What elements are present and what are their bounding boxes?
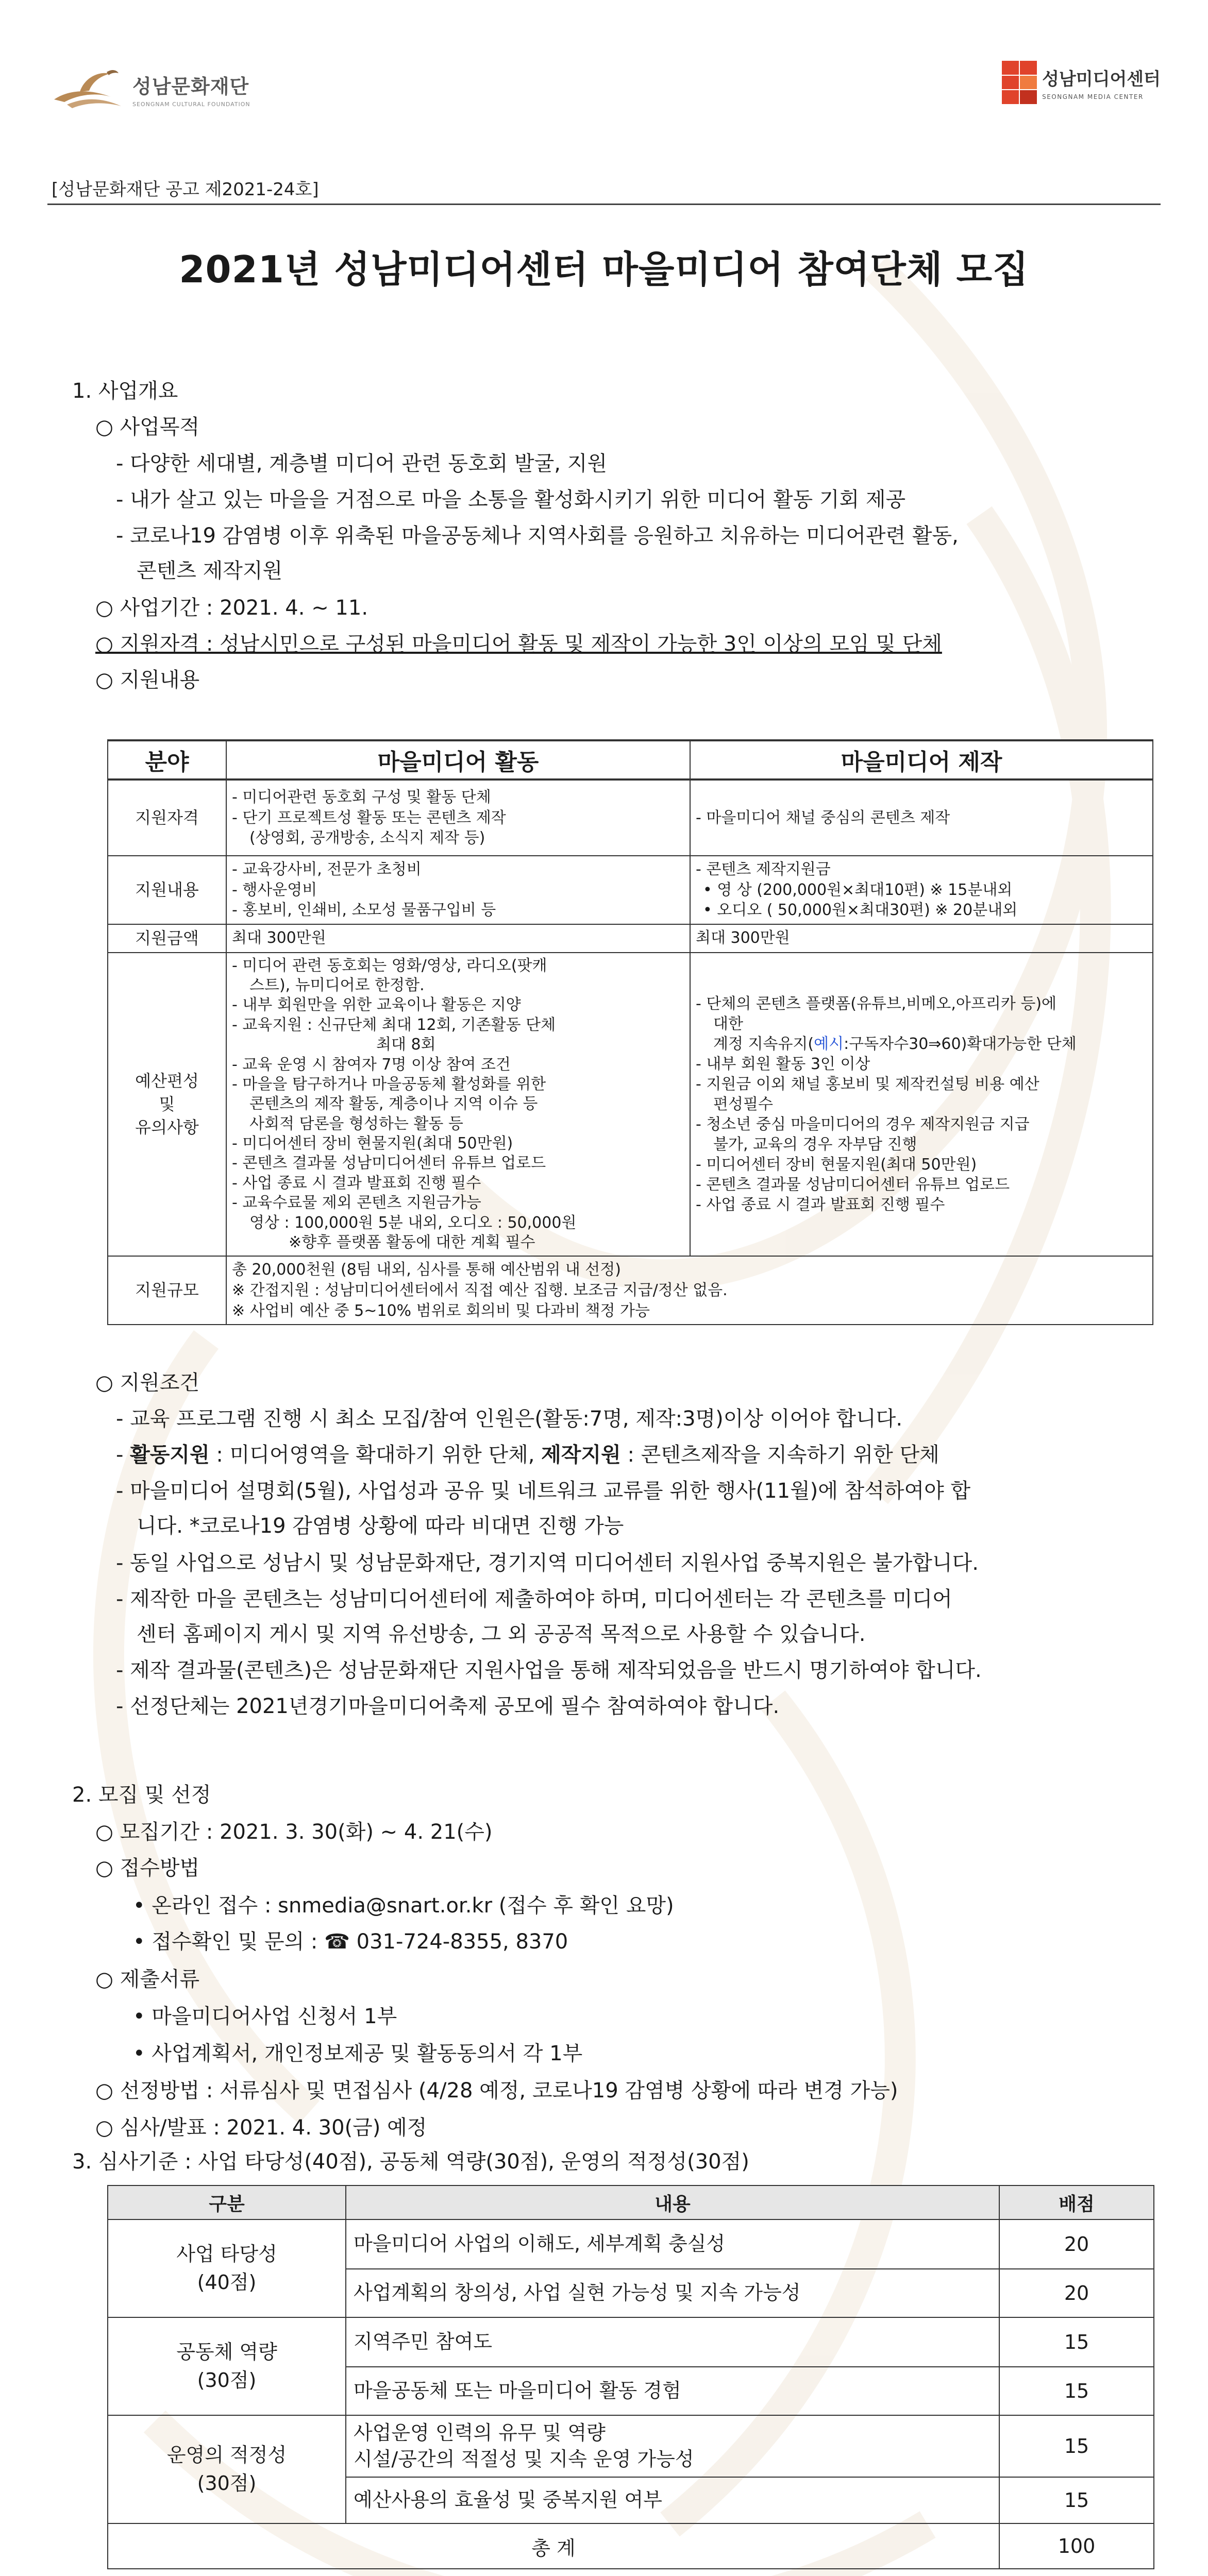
production-cell <box>690 856 1153 924</box>
doc-item: • 사업계획서, 개인정보제공 및 활동동의서 각 1부 <box>133 2042 583 2065</box>
cell-line: - 교육수료물 제외 콘텐츠 지원금가능 <box>232 1194 481 1212</box>
table-row <box>108 2317 1154 2367</box>
table-header: 배점 <box>999 2185 1154 2219</box>
table-header: 분야 <box>108 740 226 779</box>
table-row <box>108 924 1153 953</box>
foundation-name: 성남문화재단 <box>132 75 249 98</box>
cell-example-text: 예시 <box>814 1035 844 1053</box>
announcement-date: ○ 심사/발표 : 2021. 4. 30(금) 예정 <box>95 2116 427 2140</box>
condition-item <box>116 1443 939 1467</box>
cell-line: (상영회, 공개방송, 소식지 제작 등) <box>249 829 485 848</box>
cell-line: - 단기 프로젝트성 활동 또는 콘텐츠 제작 <box>232 808 506 827</box>
criteria-table <box>107 2185 1154 2569</box>
table-header-row <box>108 740 1153 779</box>
cell-line: - 미디어 관련 동호회는 영화/영상, 라디오(팟캐 <box>232 956 547 975</box>
activity-cell: 최대 300만원 <box>226 924 690 953</box>
cell-line: - 내부 회원 활동 3인 이상 <box>696 1055 870 1073</box>
online-submission: • 온라인 접수 : snmedia@snart.or.kr (접수 후 확인 요망) <box>133 1894 674 1918</box>
divider <box>47 204 1161 205</box>
purpose-item: - 코로나19 감염병 이후 위축된 마을공동체나 지역사회를 응원하고 치유하는 미디어관련 활동, <box>116 524 959 548</box>
cell-line: - 사업 종료 시 결과 발표회 진행 필수 <box>696 1196 945 1214</box>
doc-item: • 마을미디어사업 신청서 1부 <box>133 2005 397 2028</box>
cell-line: - 사업 종료 시 결과 발표회 진행 필수 <box>232 1174 481 1192</box>
criteria-category: 운영의 적정성 (30점) <box>108 2415 346 2523</box>
media-center-name: 성남미디어센터 <box>1042 69 1161 90</box>
condition-bold: 활동지원 <box>130 1443 210 1467</box>
table-row <box>108 953 1153 1257</box>
table-row <box>108 856 1153 924</box>
cell-line: - 청소년 중심 마을미디어의 경우 제작지원금 지급 <box>696 1115 1030 1133</box>
page-title: 2021년 성남미디어센터 마을미디어 참여단체 모집 <box>179 248 1029 291</box>
production-cell: 최대 300만원 <box>690 924 1153 953</box>
conditions-label: ○ 지원조건 <box>95 1371 200 1395</box>
purpose-item: - 내가 살고 있는 마을을 거점으로 마을 소통을 활성화시키기 위한 미디어 활동 기회 제공 <box>116 488 906 512</box>
condition-item: - 선정단체는 2021년경기마을미디어축제 공모에 필수 참여하여야 합니다. <box>116 1694 780 1718</box>
row-category: 지원규모 <box>108 1256 226 1325</box>
foundation-name-en: SEONGNAM CULTURAL FOUNDATION <box>132 101 250 108</box>
cell-text: 계정 지속유지( <box>713 1035 814 1053</box>
eligibility-text: ○ 지원자격 : 성남시민으로 구성된 마을미디어 활동 및 제작이 가능한 3인 이상의 모임 및 단체 <box>95 632 942 656</box>
criteria-score: 15 <box>999 2415 1154 2477</box>
section-heading: 3. 심사기준 : 사업 타당성(40점), 공동체 역량(30점), 운영의 적정성(30점) <box>72 2150 749 2174</box>
activity-cell <box>226 856 690 924</box>
cell-line: - 미디어센터 장비 현물지원(최대 50만원) <box>696 1156 977 1174</box>
cell-line: - 내부 회원만을 위한 교육이나 활동은 지양 <box>232 996 521 1014</box>
condition-text: : 콘텐츠제작을 지속하기 위한 단체 <box>620 1443 939 1467</box>
criteria-score: 15 <box>999 2477 1154 2523</box>
recruit-period: ○ 모집기간 : 2021. 3. 30(화) ~ 4. 21(수) <box>95 1820 493 1844</box>
contact-info: • 접수확인 및 문의 : ☎ 031-724-8355, 8370 <box>133 1930 568 1954</box>
row-category: 예산편성 및 유의사항 <box>108 953 226 1257</box>
condition-item: - 동일 사업으로 성남시 및 성남문화재단, 경기지역 미디어센터 지원사업 중복지원은 불가합니다. <box>116 1551 979 1575</box>
condition-item: - 마을미디어 설명회(5월), 사업성과 공유 및 네트워크 교류를 위한 행사(11월)에 참석하여야 합 <box>116 1479 971 1503</box>
condition-item: - 교육 프로그램 진행 시 최소 모집/참여 인원은(활동:7명, 제작:3명)이상 이어야 합니다. <box>116 1407 903 1431</box>
content-label: ○ 지원내용 <box>95 668 200 692</box>
method-label: ○ 접수방법 <box>95 1856 200 1880</box>
cell-line: 편성필수 <box>713 1095 773 1113</box>
condition-item: - 제작 결과물(콘텐츠)은 성남문화재단 지원사업을 통해 제작되었음을 반드시 명기하여야 합니다. <box>116 1658 982 1682</box>
criteria-item: 사업운영 인력의 유무 및 역량 시설/공간의 적절성 및 지속 운영 가능성 <box>346 2415 999 2477</box>
table-row <box>108 2219 1154 2269</box>
cell-line: - 콘텐츠 결과물 성남미디어센터 유튜브 업로드 <box>232 1154 546 1173</box>
criteria-category: 공동체 역량 (30점) <box>108 2317 346 2415</box>
cell-text: :구독자수30⇒60)확대가능한 단체 <box>844 1035 1077 1053</box>
criteria-item: 예산사용의 효율성 및 중복지원 여부 <box>346 2477 999 2523</box>
cell-line: - 홍보비, 인쇄비, 소모성 물품구입비 등 <box>232 901 496 920</box>
purpose-item: - 다양한 세대별, 계층별 미디어 관련 동호회 발굴, 지원 <box>116 452 608 476</box>
cell-line: - 교육 운영 시 참여자 7명 이상 참여 조건 <box>232 1055 511 1074</box>
cell-line: ※ 간접지원 : 성남미디어센터에서 직접 예산 집행. 보조금 지급/정산 없음. <box>232 1281 728 1300</box>
cell-line: - 미디어관련 동호회 구성 및 활동 단체 <box>232 788 491 807</box>
activity-cell <box>226 953 690 1257</box>
production-cell <box>690 779 1153 856</box>
cell-line: 사회적 담론을 형성하는 활동 등 <box>249 1114 463 1133</box>
row-category: 지원금액 <box>108 924 226 953</box>
criteria-category: 사업 타당성 (40점) <box>108 2219 346 2317</box>
swan-logo-icon <box>49 61 126 117</box>
cell-line: - 마을을 탐구하거나 마을공동체 활성화를 위한 <box>232 1075 546 1093</box>
cell-line: 콘텐츠의 제작 활동, 계층이나 지역 이슈 등 <box>249 1095 538 1113</box>
criteria-item: 마을미디어 사업의 이해도, 세부계획 충실성 <box>346 2219 999 2269</box>
period-line: ○ 사업기간 : 2021. 4. ~ 11. <box>95 596 368 620</box>
cell-line: - 단체의 콘텐츠 플랫폼(유튜브,비메오,아프리카 등)에 <box>696 995 1057 1013</box>
cell-line: - 지원금 이외 채널 홍보비 및 제작컨설팅 비용 예산 <box>696 1075 1039 1093</box>
criteria-item: 지역주민 참여도 <box>346 2317 999 2367</box>
eligibility-line <box>95 632 942 656</box>
condition-text: - <box>116 1443 130 1467</box>
table-header: 마을미디어 제작 <box>690 740 1153 779</box>
criteria-item: 사업계획의 창의성, 사업 실현 가능성 및 지속 가능성 <box>346 2269 999 2317</box>
cell-line: 영상 : 100,000원 5분 내외, 오디오 : 50,000원 <box>249 1213 577 1232</box>
condition-item: 니다. *코로나19 감염병 상황에 따라 비대면 진행 가능 <box>137 1514 624 1538</box>
media-center-name-en: SEONGNAM MEDIA CENTER <box>1042 93 1144 100</box>
condition-item: - 제작한 마을 콘텐츠는 성남미디어센터에 제출하여야 하며, 미디어센터는 각 콘텐츠를 미디어 <box>116 1587 952 1611</box>
scale-cell <box>226 1256 1153 1325</box>
foundation-logo <box>49 61 250 117</box>
table-row <box>108 1256 1153 1325</box>
table-header: 구분 <box>108 2185 346 2219</box>
cell-line: 대한 <box>713 1015 743 1033</box>
cell-line: - 콘텐츠 결과물 성남미디어센터 유튜브 업로드 <box>696 1176 1010 1194</box>
table-header-row <box>108 2185 1154 2219</box>
table-row <box>108 2415 1154 2477</box>
table-header: 마을미디어 활동 <box>226 740 690 779</box>
criteria-score: 20 <box>999 2219 1154 2269</box>
condition-bold: 제작지원 <box>541 1443 621 1467</box>
cell-line: - 콘텐츠 제작지원금 <box>696 860 831 878</box>
cell-line: - 교육강사비, 전문가 초청비 <box>232 860 422 878</box>
cell-line: ※ 사업비 예산 중 5~10% 범위로 회의비 및 다과비 책정 가능 <box>232 1301 650 1320</box>
production-cell <box>690 953 1153 1257</box>
cell-line: 스트), 뉴미디어로 한정함. <box>249 976 425 994</box>
condition-item: 센터 홈페이지 게시 및 지역 유선방송, 그 외 공공적 목적으로 사용할 수 있습니다. <box>137 1622 866 1646</box>
criteria-score: 20 <box>999 2269 1154 2317</box>
cell-line: • 영 상 (200,000원×최대10편) ※ 15분내외 <box>703 880 1013 899</box>
cell-line: • 오디오 ( 50,000원×최대30편) ※ 20분내외 <box>703 901 1018 920</box>
table-header: 내용 <box>346 2185 999 2219</box>
cell-line: - 행사운영비 <box>232 880 317 899</box>
cell-line: 총 20,000천원 (8팀 내외, 심사를 통해 예산범위 내 선정) <box>232 1261 621 1279</box>
media-center-mark-icon <box>1002 61 1037 104</box>
notice-number: [성남문화재단 공고 제2021-24호] <box>52 179 319 200</box>
cell-line: - 교육지원 : 신규단체 최대 12회, 기존활동 단체 <box>232 1015 556 1034</box>
condition-text: : 미디어영역을 확대하기 위한 단체, <box>209 1443 542 1467</box>
criteria-item: 마을공동체 또는 마을미디어 활동 경험 <box>346 2367 999 2415</box>
criteria-score: 15 <box>999 2317 1154 2367</box>
total-score: 100 <box>999 2523 1154 2569</box>
criteria-score: 15 <box>999 2367 1154 2415</box>
docs-label: ○ 제출서류 <box>95 1968 200 1991</box>
cell-line: - 미디어센터 장비 현물지원(최대 50만원) <box>232 1134 513 1153</box>
cell-line: 최대 8회 <box>376 1036 436 1054</box>
row-category: 지원자격 <box>108 779 226 856</box>
support-table <box>107 739 1153 1325</box>
cell-line: ※향후 플랫폼 활동에 대한 계획 필수 <box>289 1233 535 1252</box>
cell-line <box>696 1034 1147 1054</box>
row-category: 지원내용 <box>108 856 226 924</box>
section-heading: 2. 모집 및 선정 <box>72 1783 211 1807</box>
cell-line: - 마을미디어 채널 중심의 콘텐츠 제작 <box>696 808 950 827</box>
total-label: 총 계 <box>108 2523 999 2569</box>
table-row <box>108 779 1153 856</box>
purpose-label: ○ 사업목적 <box>95 415 200 439</box>
purpose-item: 콘텐츠 제작지원 <box>137 559 283 583</box>
section-heading: 1. 사업개요 <box>72 379 178 403</box>
cell-line: 불가, 교육의 경우 자부담 진행 <box>713 1136 917 1154</box>
media-center-logo <box>1002 61 1161 104</box>
table-total-row <box>108 2523 1154 2569</box>
selection-method: ○ 선정방법 : 서류심사 및 면접심사 (4/28 예정, 코로나19 감염병 상황에 따라 변경 가능) <box>95 2079 898 2103</box>
activity-cell <box>226 779 690 856</box>
